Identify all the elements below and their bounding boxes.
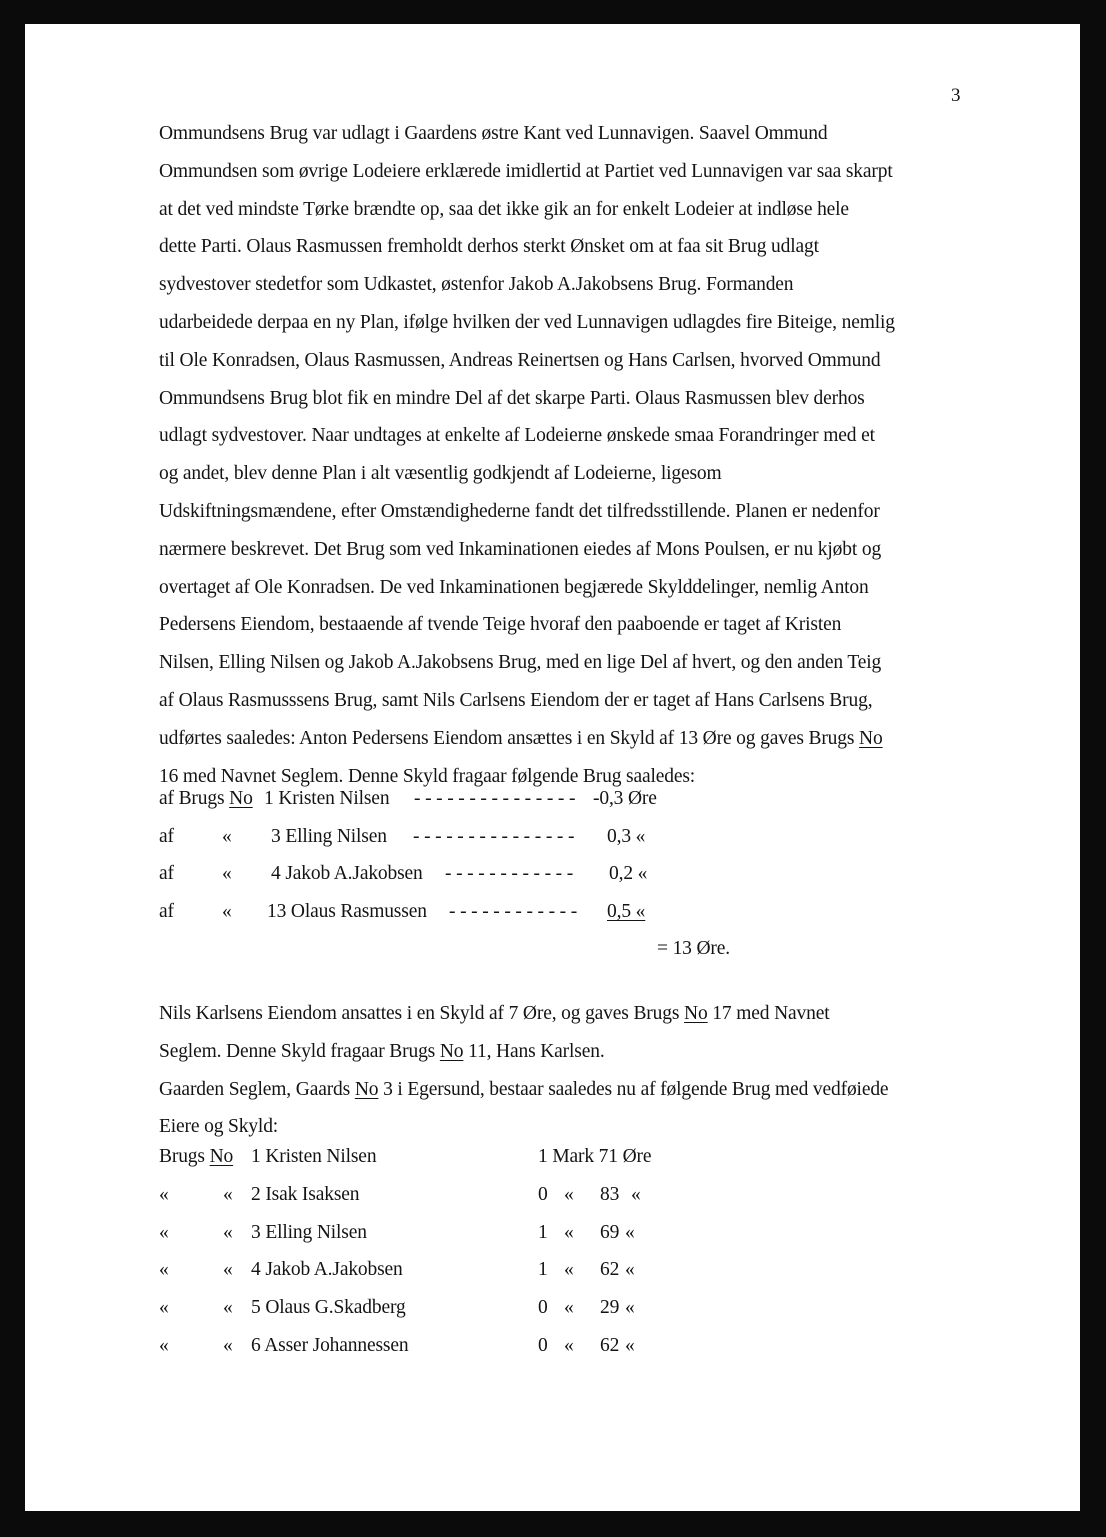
row-entry: 1 Kristen Nilsen	[264, 788, 390, 809]
mark-value: 0	[538, 1297, 548, 1319]
ore-value: 29	[600, 1297, 620, 1319]
text-line: Eiere og Skyld:	[159, 1116, 279, 1138]
ditto-mark: «	[625, 1259, 635, 1281]
skyld-value: 1 Mark 71 Øre	[538, 1146, 652, 1167]
page-number: 3	[951, 85, 961, 106]
document-page	[25, 24, 1080, 1511]
ditto-mark: «	[159, 1183, 169, 1205]
table-row	[159, 1222, 859, 1260]
text-line: af Olaus Rasmusssens Brug, samt Nils Carlsens Eiendom der er taget af Hans Carlsens Brug,	[159, 689, 873, 711]
text-line: til Ole Konradsen, Olaus Rasmussen, Andreas Reinertsen og Hans Carlsen, hvorved Ommund	[159, 349, 881, 371]
mark-value: 0	[538, 1183, 548, 1205]
ore-value: 62	[600, 1334, 620, 1356]
ditto-mark: «	[564, 1259, 574, 1281]
number-abbrev: No	[684, 1003, 708, 1024]
row-value: 0,2 «	[609, 863, 648, 884]
text-line: Nilsen, Elling Nilsen og Jakob A.Jakobsens Brug, med en lige Del af hvert, og den anden Teig	[159, 652, 882, 674]
owner-entry: 4 Jakob A.Jakobsen	[251, 1259, 403, 1281]
distribution-row	[159, 788, 859, 826]
ore-value: 69	[600, 1221, 620, 1243]
ditto-mark: «	[223, 1334, 233, 1356]
ditto-mark: «	[223, 1297, 233, 1319]
text-line: udarbeidede derpaa en ny Plan, ifølge hvilken der ved Lunnavigen udlagdes fire Biteige, nemlig	[159, 311, 895, 333]
text-line: Seglem. Denne Skyld fragaar Brugs No 11, Hans Karlsen.	[159, 1040, 605, 1062]
distribution-total-row	[159, 938, 859, 976]
paragraph-2	[159, 995, 989, 1146]
number-abbrev: No	[209, 1146, 234, 1167]
owner-entry: 5 Olaus G.Skadberg	[251, 1297, 406, 1319]
row-entry: 4 Jakob A.Jakobsen	[271, 863, 423, 884]
paragraph-1	[159, 115, 989, 795]
text-line: 16 med Navnet Seglem. Denne Skyld fragaar følgende Brug saaledes:	[159, 765, 696, 787]
mark-value: 0	[538, 1334, 548, 1356]
ditto-mark: «	[625, 1334, 635, 1356]
text-line: Ommundsen som øvrige Lodeiere erklærede imidlertid at Partiet ved Lunnavigen var saa skarpt	[159, 160, 893, 182]
ditto-mark: «	[564, 1221, 574, 1243]
number-abbrev: No	[229, 788, 253, 809]
row-prefix: af	[159, 863, 174, 884]
text-line: Nils Karlsens Eiendom ansattes i en Skyld af 7 Øre, og gaves Brugs No 17 med Navnet	[159, 1003, 830, 1024]
ditto-mark: «	[159, 1334, 169, 1356]
holdings-table	[159, 1146, 859, 1373]
text-line: Ommundsens Brug blot fik en mindre Del af det skarpe Parti. Olaus Rasmussen blev derhos	[159, 387, 865, 409]
text-line: at det ved mindste Tørke brændte op, saa det ikke gik an for enkelt Lodeier at indløse hele	[159, 198, 849, 220]
text-line: og andet, blev denne Plan i alt væsentlig godkjendt af Lodeierne, ligesom	[159, 463, 722, 485]
distribution-row	[159, 901, 859, 939]
row-entry: 13 Olaus Rasmussen	[267, 900, 427, 922]
row-value: 0,5 «	[607, 900, 646, 922]
row-entry: 3 Elling Nilsen	[271, 825, 387, 847]
row-prefix: af Brugs No	[159, 788, 253, 809]
skyld-distribution	[159, 788, 859, 976]
row-dashes: - - - - - - - - - - - - - - -	[414, 788, 576, 809]
ditto-mark: «	[159, 1221, 169, 1243]
text-line	[159, 720, 989, 758]
text-line: Gaarden Seglem, Gaards No 3 i Egersund, bestaar saaledes nu af følgende Brug med vedføiede	[159, 1078, 889, 1100]
ditto-mark: «	[223, 1221, 233, 1243]
ditto-mark: «	[222, 825, 232, 847]
text-line: Pedersens Eiendom, bestaaende af tvende Teige hvoraf den paaboende er taget af Kristen	[159, 614, 842, 636]
table-row	[159, 1297, 859, 1335]
ditto-mark: «	[223, 1259, 233, 1281]
ore-value: 83	[600, 1183, 620, 1205]
ditto-mark: «	[625, 1297, 635, 1319]
number-abbrev: No	[859, 727, 883, 749]
owner-entry: 6 Asser Johannessen	[251, 1334, 409, 1356]
text-line: nærmere beskrevet. Det Brug som ved Inkaminationen eiedes af Mons Poulsen, er nu kjøbt og	[159, 538, 882, 560]
ditto-mark: «	[159, 1297, 169, 1319]
distribution-row	[159, 826, 859, 864]
table-row	[159, 1335, 859, 1373]
table-row	[159, 1146, 859, 1184]
mark-value: 1	[538, 1221, 548, 1243]
ditto-mark: «	[222, 863, 232, 884]
ditto-mark: «	[564, 1183, 574, 1205]
row-dashes: - - - - - - - - - - - - - - -	[413, 825, 575, 847]
ditto-mark: «	[564, 1334, 574, 1356]
owner-entry: 2 Isak Isaksen	[251, 1183, 360, 1205]
text-line: udlagt sydvestover. Naar undtages at enkelte af Lodeierne ønskede smaa Forandringer med et	[159, 425, 875, 447]
row-dashes: - - - - - - - - - - - -	[445, 863, 574, 884]
distribution-total: = 13 Øre.	[657, 938, 731, 959]
row-label: Brugs No	[159, 1146, 234, 1167]
owner-entry: 3 Elling Nilsen	[251, 1221, 367, 1243]
text-line: dette Parti. Olaus Rasmussen fremholdt derhos sterkt Ønsket om at faa sit Brug udlagt	[159, 236, 819, 258]
mark-value: 1	[538, 1259, 548, 1281]
ditto-mark: «	[625, 1221, 635, 1243]
table-row	[159, 1184, 859, 1222]
number-abbrev: No	[439, 1040, 464, 1062]
text-line: overtaget af Ole Konradsen. De ved Inkaminationen begjærede Skylddelinger, nemlig Anton	[159, 576, 869, 598]
row-dashes: - - - - - - - - - - - -	[449, 900, 578, 922]
row-prefix: af	[159, 900, 174, 922]
ore-value: 62	[600, 1259, 620, 1281]
row-prefix: af	[159, 825, 174, 847]
ditto-mark: «	[159, 1259, 169, 1281]
ditto-mark: «	[222, 900, 232, 922]
table-row	[159, 1259, 859, 1297]
row-value: 0,3 «	[607, 825, 646, 847]
text-line: sydvestover stedetfor som Udkastet, østenfor Jakob A.Jakobsens Brug. Formanden	[159, 274, 794, 296]
owner-entry: 1 Kristen Nilsen	[251, 1146, 377, 1167]
ditto-mark: «	[564, 1297, 574, 1319]
text-span: udførtes saaledes: Anton Pedersens Eiendom ansættes i en Skyld af 13 Øre og gaves Brugs	[159, 727, 860, 749]
number-abbrev: No	[354, 1078, 379, 1100]
ditto-mark: «	[631, 1183, 641, 1205]
distribution-row	[159, 863, 859, 901]
text-line: Ommundsens Brug var udlagt i Gaardens østre Kant ved Lunnavigen. Saavel Ommund	[159, 123, 828, 144]
text-line: Udskiftningsmændene, efter Omstændighederne fandt det tilfredsstillende. Planen er nedenfor	[159, 500, 880, 522]
ditto-mark: «	[223, 1183, 233, 1205]
row-value: -0,3 Øre	[593, 788, 657, 809]
